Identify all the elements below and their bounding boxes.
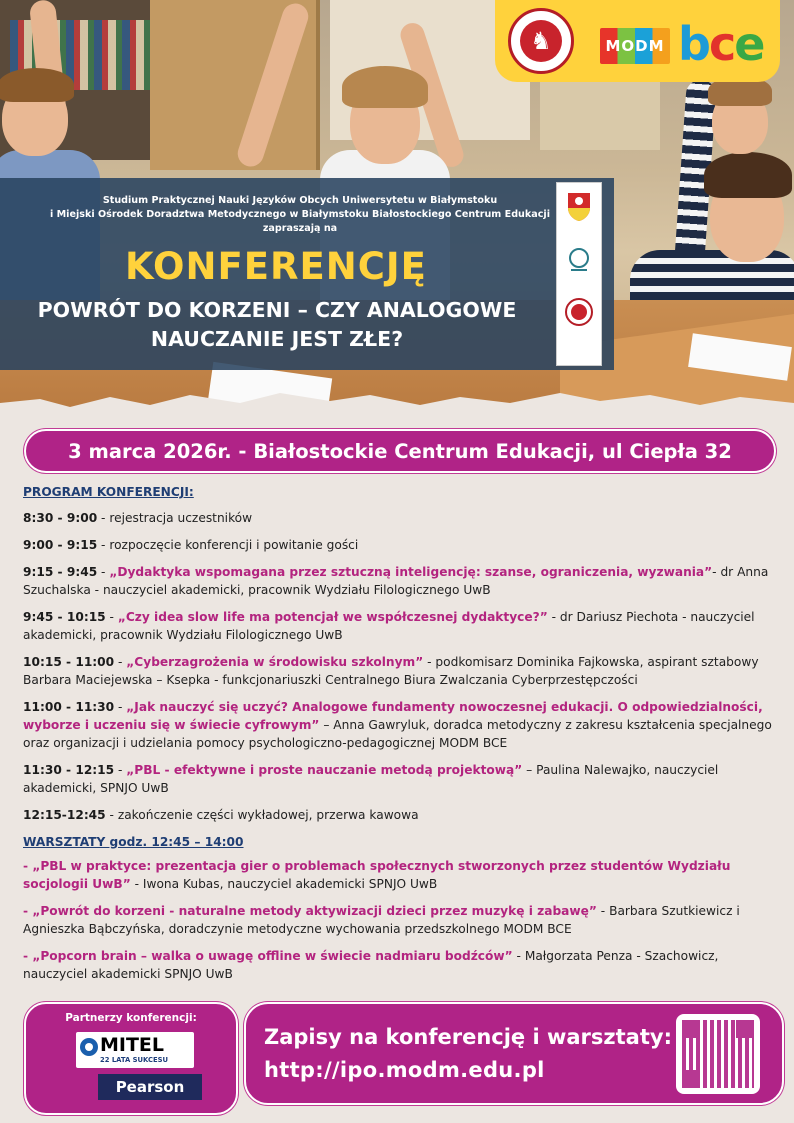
conference-title: KONFERENCJĘ [125, 245, 427, 288]
workshop-item [23, 857, 783, 893]
program-description: rejestracja uczestników [109, 511, 253, 525]
university-seal-icon [564, 294, 594, 330]
partners-title: Partnerzy konferencji: [65, 1012, 197, 1024]
program-item [23, 608, 783, 644]
program-description: - dr Dariusz Piechota - nauczyciel akademicki, pracownik Wydziału Filologicznego UwB [23, 610, 755, 642]
signup-box [244, 1002, 784, 1105]
subtitle-line: NAUCZANIE JEST ZŁE? [150, 327, 404, 351]
organizers [0, 194, 600, 236]
program-item [23, 563, 783, 599]
program-description: - dr Anna Szuchalska - nauczyciel akademicki, pracownik Wydziału Filologicznego UwB [23, 565, 769, 597]
program-time: 10:15 - 11:00 [23, 655, 115, 669]
program-time: 8:30 - 9:00 [23, 511, 98, 525]
conference-subtitle [14, 296, 540, 354]
workshop-topic: „Popcorn brain – walka o uwagę offline w świecie nadmiaru bodźców” [32, 949, 513, 963]
modm-logo [600, 28, 670, 64]
partners-box [24, 1002, 238, 1115]
program-time: 9:15 - 9:45 [23, 565, 98, 579]
date-location: 3 marca 2026r. - Białostockie Centrum Edukacji, ul Ciepła 32 [68, 439, 732, 463]
curator-logo-icon [564, 244, 594, 280]
workshop-description: - Barbara Szutkiewicz i Agnieszka Bąbczyńska, doradczynie metodyczne wychowania przedszkolnego MODM BCE [23, 904, 740, 936]
university-seal [508, 8, 574, 74]
program-item [23, 509, 783, 527]
program-item [23, 536, 783, 554]
separator: - [97, 538, 110, 552]
program-item [23, 698, 783, 752]
program-time: 11:30 - 12:15 [23, 763, 115, 777]
kid-hair [0, 68, 74, 102]
program-topic: „PBL - efektywne i proste nauczanie metodą projektową” [126, 763, 523, 777]
separator: - [114, 700, 127, 714]
workshop-topic: „Powrót do korzeni - naturalne metody aktywizacji dzieci przez muzykę i zabawę” [32, 904, 597, 918]
eagle-icon: ♞ [520, 20, 562, 62]
program-time: 11:00 - 11:30 [23, 700, 115, 714]
bce-logo-b: b [678, 17, 709, 71]
workshop-dash: - [23, 859, 33, 873]
torn-paper-edge [0, 385, 794, 435]
program-time: 9:00 - 9:15 [23, 538, 98, 552]
program-description: zakończenie części wykładowej, przerwa kawowa [117, 808, 419, 822]
mitel-icon [80, 1038, 98, 1056]
qr-code-pattern [682, 1020, 754, 1088]
separator: - [97, 511, 110, 525]
pearson-logo[interactable]: Pearson [98, 1074, 202, 1100]
signup-link[interactable]: http://ipo.modm.edu.pl [264, 1058, 545, 1082]
separator: - [105, 808, 118, 822]
separator: - [105, 610, 118, 624]
organizers-line: i Miejski Ośrodek Doradztwa Metodycznego w Białymstoku Białostockiego Centrum Edukacji [49, 209, 551, 220]
workshops-title: WARSZTATY godz. 12:45 – 14:00 [23, 835, 244, 849]
bce-logo-e: e [734, 17, 764, 71]
workshop-topic: „PBL w praktyce: prezentacja gier o problemach społecznych stworzonych przez studentów Wydziału socjologii UwB” [23, 859, 731, 891]
program-topic: „Dydaktyka wspomagana przez sztuczną inteligencję: szanse, ograniczenia, wyzwania” [109, 565, 713, 579]
organizers-line: Studium Praktycznej Nauki Języków Obcych Uniwersytetu w Białymstoku [102, 195, 498, 206]
program-time: 12:15-12:45 [23, 808, 106, 822]
bce-logo [678, 14, 763, 74]
program-time: 9:45 - 10:15 [23, 610, 106, 624]
program-item [23, 761, 783, 797]
mitel-logo[interactable] [76, 1032, 194, 1068]
date-bar [24, 429, 776, 473]
program [23, 483, 783, 992]
program-description: - podkomisarz Dominika Fajkowska, aspirant sztabowy Barbara Maciejewska – Ksepka - funkcjonariuszki Centralnego Biura Zwalczania Cyberprzestępczości [23, 655, 759, 687]
workshop-description: - Małgorzata Penza - Szachowicz, nauczyciel akademicki SPNJO UwB [23, 949, 719, 981]
workshop-item [23, 902, 783, 938]
qr-code[interactable] [676, 1014, 760, 1094]
subtitle-line: POWRÓT DO KORZENI – CZY ANALOGOWE [37, 298, 517, 322]
program-topic: „Cyberzagrożenia w środowisku szkolnym” [126, 655, 424, 669]
coat-of-arms-icon [564, 189, 594, 225]
honorary-patrons [556, 182, 602, 366]
modm-logo-text: MODM [605, 37, 665, 55]
workshop-item [23, 947, 783, 983]
kid-hair [704, 152, 792, 198]
patron-caption [578, 227, 579, 232]
separator: - [97, 565, 110, 579]
mitel-tagline: 22 LATA SUKCESU [100, 1056, 169, 1064]
invite-text: zapraszają na [262, 223, 338, 234]
kid-hair [342, 66, 428, 108]
workshop-dash: - [23, 904, 33, 918]
signup-label: Zapisy na konferencję i warsztaty: [264, 1025, 672, 1049]
program-item [23, 806, 783, 824]
separator: - [114, 655, 127, 669]
program-topic: „Czy idea slow life ma potencjał we współczesnej dydaktyce?” [117, 610, 548, 624]
bce-logo-c: c [708, 17, 735, 71]
workshop-dash: - [23, 949, 33, 963]
program-title: PROGRAM KONFERENCJI: [23, 485, 194, 499]
program-description: – Anna Gawryluk, doradca metodyczny z zakresu kształcenia specjalnego oraz organizacji i udzielania pomocy psychologiczno-pedagogicznej MODM BCE [23, 718, 772, 750]
program-description: rozpoczęcie konferencji i powitanie gości [109, 538, 359, 552]
program-topic: „Jak nauczyć się uczyć? Analogowe fundamenty nowoczesnej edukacji. O odpowiedzialności, wyborze i uczeniu się w świecie cyfrowym” [23, 700, 763, 732]
program-description: – Paulina Nalewajko, nauczyciel akademicki, SPNJO UwB [23, 763, 719, 795]
separator: - [114, 763, 127, 777]
workshop-description: - Iwona Kubas, nauczyciel akademicki SPNJO UwB [130, 877, 438, 891]
program-item [23, 653, 783, 689]
mitel-name: MITEL [100, 1034, 165, 1056]
